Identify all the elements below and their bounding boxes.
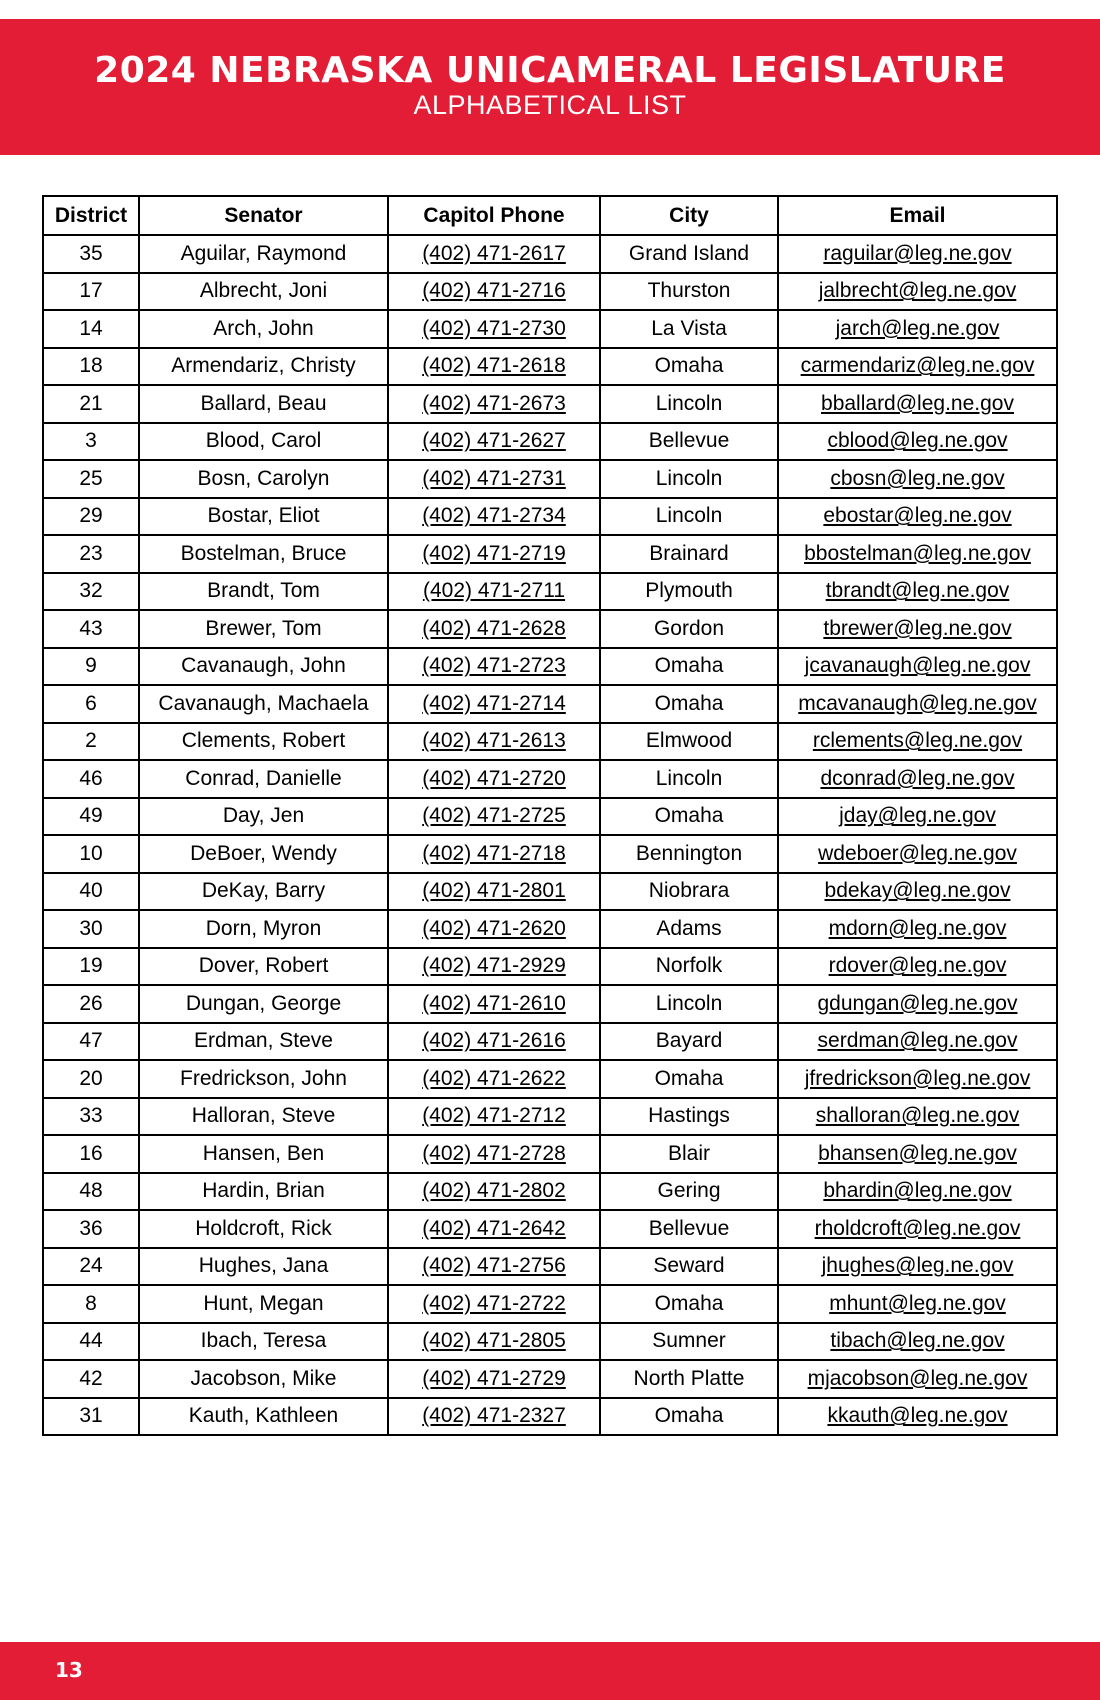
- email-link[interactable]: carmendariz@leg.ne.gov: [800, 354, 1035, 378]
- phone-cell: [388, 460, 600, 498]
- email-cell: [778, 498, 1057, 536]
- phone-link[interactable]: (402) 471-2327: [422, 1404, 566, 1428]
- phone-link[interactable]: (402) 471-2613: [422, 729, 566, 753]
- phone-cell: [388, 235, 600, 273]
- email-link[interactable]: kkauth@leg.ne.gov: [827, 1404, 1008, 1428]
- district-cell: 40: [43, 873, 139, 911]
- column-header-phone: Capitol Phone: [388, 196, 600, 235]
- table-row: [43, 985, 1057, 1023]
- email-cell: [778, 723, 1057, 761]
- email-cell: [778, 460, 1057, 498]
- table-row: [43, 460, 1057, 498]
- city-cell: North Platte: [600, 1360, 778, 1398]
- email-link[interactable]: dconrad@leg.ne.gov: [820, 766, 1015, 790]
- table-row: [43, 1210, 1057, 1248]
- city-cell: Elmwood: [600, 723, 778, 761]
- senator-cell: Arch, John: [139, 310, 388, 348]
- district-cell: 31: [43, 1398, 139, 1436]
- phone-cell: [388, 1098, 600, 1136]
- email-cell: [778, 910, 1057, 948]
- email-link[interactable]: bhardin@leg.ne.gov: [823, 1179, 1012, 1203]
- senator-cell: Dorn, Myron: [139, 910, 388, 948]
- phone-cell: [388, 1173, 600, 1211]
- district-cell: 46: [43, 760, 139, 798]
- phone-cell: [388, 648, 600, 686]
- phone-link[interactable]: (402) 471-2730: [422, 316, 566, 340]
- phone-link[interactable]: (402) 471-2801: [422, 879, 566, 903]
- phone-link[interactable]: (402) 471-2725: [422, 804, 566, 828]
- senator-cell: Brandt, Tom: [139, 573, 388, 611]
- table-row: [43, 348, 1057, 386]
- senator-cell: Bostar, Eliot: [139, 498, 388, 536]
- phone-link[interactable]: (402) 471-2711: [422, 579, 566, 603]
- district-cell: 3: [43, 423, 139, 461]
- senator-cell: Fredrickson, John: [139, 1060, 388, 1098]
- city-cell: Omaha: [600, 1060, 778, 1098]
- city-cell: Bellevue: [600, 423, 778, 461]
- table-row: [43, 1060, 1057, 1098]
- email-link[interactable]: jfredrickson@leg.ne.gov: [804, 1066, 1031, 1090]
- phone-cell: [388, 835, 600, 873]
- email-cell: [778, 385, 1057, 423]
- phone-cell: [388, 1248, 600, 1286]
- city-cell: Plymouth: [600, 573, 778, 611]
- table-row: [43, 610, 1057, 648]
- district-cell: 44: [43, 1323, 139, 1361]
- email-cell: [778, 1173, 1057, 1211]
- district-cell: 36: [43, 1210, 139, 1248]
- city-cell: Blair: [600, 1135, 778, 1173]
- district-cell: 30: [43, 910, 139, 948]
- page-subtitle: ALPHABETICAL LIST: [413, 90, 687, 120]
- senator-cell: Aguilar, Raymond: [139, 235, 388, 273]
- senator-cell: DeBoer, Wendy: [139, 835, 388, 873]
- email-cell: [778, 1135, 1057, 1173]
- city-cell: La Vista: [600, 310, 778, 348]
- table-row: [43, 910, 1057, 948]
- city-cell: Sumner: [600, 1323, 778, 1361]
- page-title: 2024 NEBRASKA UNICAMERAL LEGISLATURE: [94, 50, 1006, 91]
- phone-cell: [388, 573, 600, 611]
- senator-cell: Blood, Carol: [139, 423, 388, 461]
- email-link[interactable]: rholdcroft@leg.ne.gov: [814, 1216, 1021, 1240]
- email-cell: [778, 985, 1057, 1023]
- city-cell: Thurston: [600, 273, 778, 311]
- city-cell: Norfolk: [600, 948, 778, 986]
- email-cell: [778, 1210, 1057, 1248]
- email-cell: [778, 1323, 1057, 1361]
- senator-cell: Dover, Robert: [139, 948, 388, 986]
- phone-cell: [388, 1023, 600, 1061]
- senator-cell: Ibach, Teresa: [139, 1323, 388, 1361]
- phone-link[interactable]: (402) 471-2731: [422, 466, 566, 490]
- email-cell: [778, 685, 1057, 723]
- district-cell: 25: [43, 460, 139, 498]
- phone-link[interactable]: (402) 471-2712: [422, 1104, 566, 1128]
- district-cell: 16: [43, 1135, 139, 1173]
- email-cell: [778, 535, 1057, 573]
- city-cell: Seward: [600, 1248, 778, 1286]
- email-link[interactable]: bhansen@leg.ne.gov: [818, 1141, 1017, 1165]
- phone-cell: [388, 610, 600, 648]
- email-link[interactable]: jalbrecht@leg.ne.gov: [818, 279, 1017, 303]
- senator-cell: DeKay, Barry: [139, 873, 388, 911]
- senator-cell: Hunt, Megan: [139, 1285, 388, 1323]
- email-cell: [778, 835, 1057, 873]
- district-cell: 23: [43, 535, 139, 573]
- table-row: [43, 235, 1057, 273]
- city-cell: Omaha: [600, 348, 778, 386]
- email-cell: [778, 1285, 1057, 1323]
- senator-cell: Bosn, Carolyn: [139, 460, 388, 498]
- phone-cell: [388, 385, 600, 423]
- city-cell: Grand Island: [600, 235, 778, 273]
- email-link[interactable]: gdungan@leg.ne.gov: [817, 991, 1018, 1015]
- phone-cell: [388, 423, 600, 461]
- city-cell: Lincoln: [600, 385, 778, 423]
- senator-cell: Halloran, Steve: [139, 1098, 388, 1136]
- senator-table: [42, 195, 1058, 1436]
- email-cell: [778, 873, 1057, 911]
- senator-cell: Cavanaugh, John: [139, 648, 388, 686]
- phone-cell: [388, 1398, 600, 1436]
- senator-cell: Holdcroft, Rick: [139, 1210, 388, 1248]
- email-cell: [778, 1248, 1057, 1286]
- table-row: [43, 723, 1057, 761]
- table-row: [43, 423, 1057, 461]
- senator-cell: Brewer, Tom: [139, 610, 388, 648]
- phone-link[interactable]: (402) 471-2805: [422, 1329, 566, 1353]
- email-link[interactable]: jday@leg.ne.gov: [839, 804, 996, 828]
- district-cell: 47: [43, 1023, 139, 1061]
- district-cell: 21: [43, 385, 139, 423]
- email-link[interactable]: cblood@leg.ne.gov: [827, 429, 1008, 453]
- phone-link[interactable]: (402) 471-2627: [422, 429, 566, 453]
- phone-cell: [388, 685, 600, 723]
- district-cell: 24: [43, 1248, 139, 1286]
- phone-cell: [388, 310, 600, 348]
- table-row: [43, 873, 1057, 911]
- phone-link[interactable]: (402) 471-2756: [422, 1254, 566, 1278]
- phone-link[interactable]: (402) 471-2714: [422, 691, 566, 715]
- phone-cell: [388, 535, 600, 573]
- email-cell: [778, 273, 1057, 311]
- city-cell: Bellevue: [600, 1210, 778, 1248]
- senator-cell: Day, Jen: [139, 798, 388, 836]
- phone-cell: [388, 498, 600, 536]
- phone-link[interactable]: (402) 471-2618: [422, 354, 566, 378]
- email-link[interactable]: ebostar@leg.ne.gov: [823, 504, 1012, 528]
- district-cell: 2: [43, 723, 139, 761]
- senator-cell: Kauth, Kathleen: [139, 1398, 388, 1436]
- senator-cell: Hughes, Jana: [139, 1248, 388, 1286]
- district-cell: 32: [43, 573, 139, 611]
- table-header-row: [43, 196, 1057, 235]
- phone-cell: [388, 760, 600, 798]
- table-row: [43, 648, 1057, 686]
- email-link[interactable]: serdman@leg.ne.gov: [817, 1029, 1018, 1053]
- district-cell: 49: [43, 798, 139, 836]
- email-cell: [778, 423, 1057, 461]
- city-cell: Omaha: [600, 1285, 778, 1323]
- table-row: [43, 498, 1057, 536]
- city-cell: Hastings: [600, 1098, 778, 1136]
- email-link[interactable]: mcavanaugh@leg.ne.gov: [798, 691, 1037, 715]
- table-row: [43, 310, 1057, 348]
- page-footer: [0, 1642, 1100, 1700]
- phone-link[interactable]: (402) 471-2728: [422, 1141, 566, 1165]
- table-row: [43, 1173, 1057, 1211]
- email-link[interactable]: shalloran@leg.ne.gov: [815, 1104, 1020, 1128]
- district-cell: 20: [43, 1060, 139, 1098]
- phone-link[interactable]: (402) 471-2716: [422, 279, 566, 303]
- email-cell: [778, 648, 1057, 686]
- table-row: [43, 1135, 1057, 1173]
- table-row: [43, 948, 1057, 986]
- email-link[interactable]: tibach@leg.ne.gov: [830, 1329, 1005, 1353]
- email-cell: [778, 760, 1057, 798]
- city-cell: Gering: [600, 1173, 778, 1211]
- table-row: [43, 535, 1057, 573]
- district-cell: 26: [43, 985, 139, 1023]
- district-cell: 14: [43, 310, 139, 348]
- city-cell: Lincoln: [600, 985, 778, 1023]
- email-link[interactable]: bdekay@leg.ne.gov: [824, 879, 1011, 903]
- email-cell: [778, 1060, 1057, 1098]
- phone-cell: [388, 348, 600, 386]
- table-row: [43, 573, 1057, 611]
- email-link[interactable]: rdover@leg.ne.gov: [828, 954, 1007, 978]
- email-link[interactable]: bballard@leg.ne.gov: [821, 391, 1014, 415]
- column-header-district: District: [43, 196, 139, 235]
- phone-link[interactable]: (402) 471-2802: [422, 1179, 566, 1203]
- phone-cell: [388, 1360, 600, 1398]
- column-header-email: Email: [778, 196, 1057, 235]
- city-cell: Omaha: [600, 798, 778, 836]
- email-link[interactable]: wdeboer@leg.ne.gov: [818, 841, 1017, 865]
- senator-cell: Albrecht, Joni: [139, 273, 388, 311]
- phone-cell: [388, 1210, 600, 1248]
- phone-cell: [388, 910, 600, 948]
- city-cell: Adams: [600, 910, 778, 948]
- phone-cell: [388, 1135, 600, 1173]
- senator-cell: Bostelman, Bruce: [139, 535, 388, 573]
- district-cell: 42: [43, 1360, 139, 1398]
- phone-link[interactable]: (402) 471-2642: [422, 1216, 566, 1240]
- table-row: [43, 385, 1057, 423]
- phone-link[interactable]: (402) 471-2673: [422, 391, 566, 415]
- city-cell: Bayard: [600, 1023, 778, 1061]
- email-link[interactable]: tbrewer@leg.ne.gov: [823, 616, 1012, 640]
- email-cell: [778, 1398, 1057, 1436]
- city-cell: Omaha: [600, 648, 778, 686]
- email-link[interactable]: mjacobson@leg.ne.gov: [807, 1366, 1028, 1390]
- email-cell: [778, 948, 1057, 986]
- district-cell: 33: [43, 1098, 139, 1136]
- email-link[interactable]: mhunt@leg.ne.gov: [829, 1291, 1006, 1315]
- phone-link[interactable]: (402) 471-2723: [422, 654, 566, 678]
- district-cell: 29: [43, 498, 139, 536]
- email-link[interactable]: jcavanaugh@leg.ne.gov: [804, 654, 1031, 678]
- phone-cell: [388, 1285, 600, 1323]
- email-link[interactable]: rclements@leg.ne.gov: [812, 729, 1023, 753]
- email-link[interactable]: jhughes@leg.ne.gov: [821, 1254, 1014, 1278]
- phone-cell: [388, 948, 600, 986]
- senator-cell: Armendariz, Christy: [139, 348, 388, 386]
- phone-cell: [388, 873, 600, 911]
- table-row: [43, 1360, 1057, 1398]
- email-link[interactable]: mdorn@leg.ne.gov: [828, 916, 1007, 940]
- phone-link[interactable]: (402) 471-2620: [422, 916, 566, 940]
- city-cell: Omaha: [600, 685, 778, 723]
- city-cell: Lincoln: [600, 760, 778, 798]
- phone-link[interactable]: (402) 471-2718: [422, 841, 566, 865]
- table-row: [43, 1398, 1057, 1436]
- district-cell: 8: [43, 1285, 139, 1323]
- email-link[interactable]: tbrandt@leg.ne.gov: [825, 579, 1010, 603]
- table-row: [43, 685, 1057, 723]
- email-cell: [778, 235, 1057, 273]
- district-cell: 19: [43, 948, 139, 986]
- district-cell: 48: [43, 1173, 139, 1211]
- email-cell: [778, 573, 1057, 611]
- district-cell: 17: [43, 273, 139, 311]
- city-cell: Bennington: [600, 835, 778, 873]
- city-cell: Gordon: [600, 610, 778, 648]
- table-row: [43, 1098, 1057, 1136]
- city-cell: Omaha: [600, 1398, 778, 1436]
- phone-link[interactable]: (402) 471-2722: [422, 1291, 566, 1315]
- senator-cell: Erdman, Steve: [139, 1023, 388, 1061]
- phone-link[interactable]: (402) 471-2610: [422, 991, 566, 1015]
- senator-cell: Hansen, Ben: [139, 1135, 388, 1173]
- phone-link[interactable]: (402) 471-2719: [422, 541, 566, 565]
- email-cell: [778, 798, 1057, 836]
- phone-cell: [388, 1323, 600, 1361]
- phone-cell: [388, 273, 600, 311]
- district-cell: 18: [43, 348, 139, 386]
- senator-cell: Ballard, Beau: [139, 385, 388, 423]
- senator-cell: Conrad, Danielle: [139, 760, 388, 798]
- phone-link[interactable]: (402) 471-2617: [422, 241, 566, 265]
- phone-cell: [388, 798, 600, 836]
- phone-link[interactable]: (402) 471-2628: [422, 616, 566, 640]
- column-header-city: City: [600, 196, 778, 235]
- table-row: [43, 1323, 1057, 1361]
- table-row: [43, 1248, 1057, 1286]
- phone-cell: [388, 723, 600, 761]
- phone-cell: [388, 985, 600, 1023]
- district-cell: 9: [43, 648, 139, 686]
- district-cell: 10: [43, 835, 139, 873]
- city-cell: Brainard: [600, 535, 778, 573]
- senator-cell: Jacobson, Mike: [139, 1360, 388, 1398]
- email-cell: [778, 610, 1057, 648]
- district-cell: 35: [43, 235, 139, 273]
- senator-cell: Clements, Robert: [139, 723, 388, 761]
- email-link[interactable]: bbostelman@leg.ne.gov: [804, 541, 1031, 565]
- column-header-senator: Senator: [139, 196, 388, 235]
- senator-cell: Cavanaugh, Machaela: [139, 685, 388, 723]
- city-cell: Lincoln: [600, 498, 778, 536]
- senator-cell: Hardin, Brian: [139, 1173, 388, 1211]
- phone-link[interactable]: (402) 471-2729: [422, 1366, 566, 1390]
- email-cell: [778, 1098, 1057, 1136]
- email-cell: [778, 1023, 1057, 1061]
- phone-link[interactable]: (402) 471-2929: [422, 954, 566, 978]
- district-cell: 6: [43, 685, 139, 723]
- email-link[interactable]: jarch@leg.ne.gov: [835, 316, 1000, 340]
- phone-link[interactable]: (402) 471-2622: [422, 1066, 566, 1090]
- table-row: [43, 1285, 1057, 1323]
- page-header: [0, 19, 1100, 155]
- district-cell: 43: [43, 610, 139, 648]
- email-cell: [778, 1360, 1057, 1398]
- email-cell: [778, 310, 1057, 348]
- email-link[interactable]: raguilar@leg.ne.gov: [823, 241, 1012, 265]
- table-row: [43, 798, 1057, 836]
- phone-cell: [388, 1060, 600, 1098]
- table-row: [43, 760, 1057, 798]
- senator-cell: Dungan, George: [139, 985, 388, 1023]
- page-number: 13: [55, 1658, 83, 1682]
- email-cell: [778, 348, 1057, 386]
- table-row: [43, 835, 1057, 873]
- city-cell: Lincoln: [600, 460, 778, 498]
- phone-link[interactable]: (402) 471-2720: [422, 766, 566, 790]
- email-link[interactable]: cbosn@leg.ne.gov: [830, 466, 1005, 490]
- table-row: [43, 273, 1057, 311]
- table-row: [43, 1023, 1057, 1061]
- phone-link[interactable]: (402) 471-2734: [422, 504, 566, 528]
- city-cell: Niobrara: [600, 873, 778, 911]
- phone-link[interactable]: (402) 471-2616: [422, 1029, 566, 1053]
